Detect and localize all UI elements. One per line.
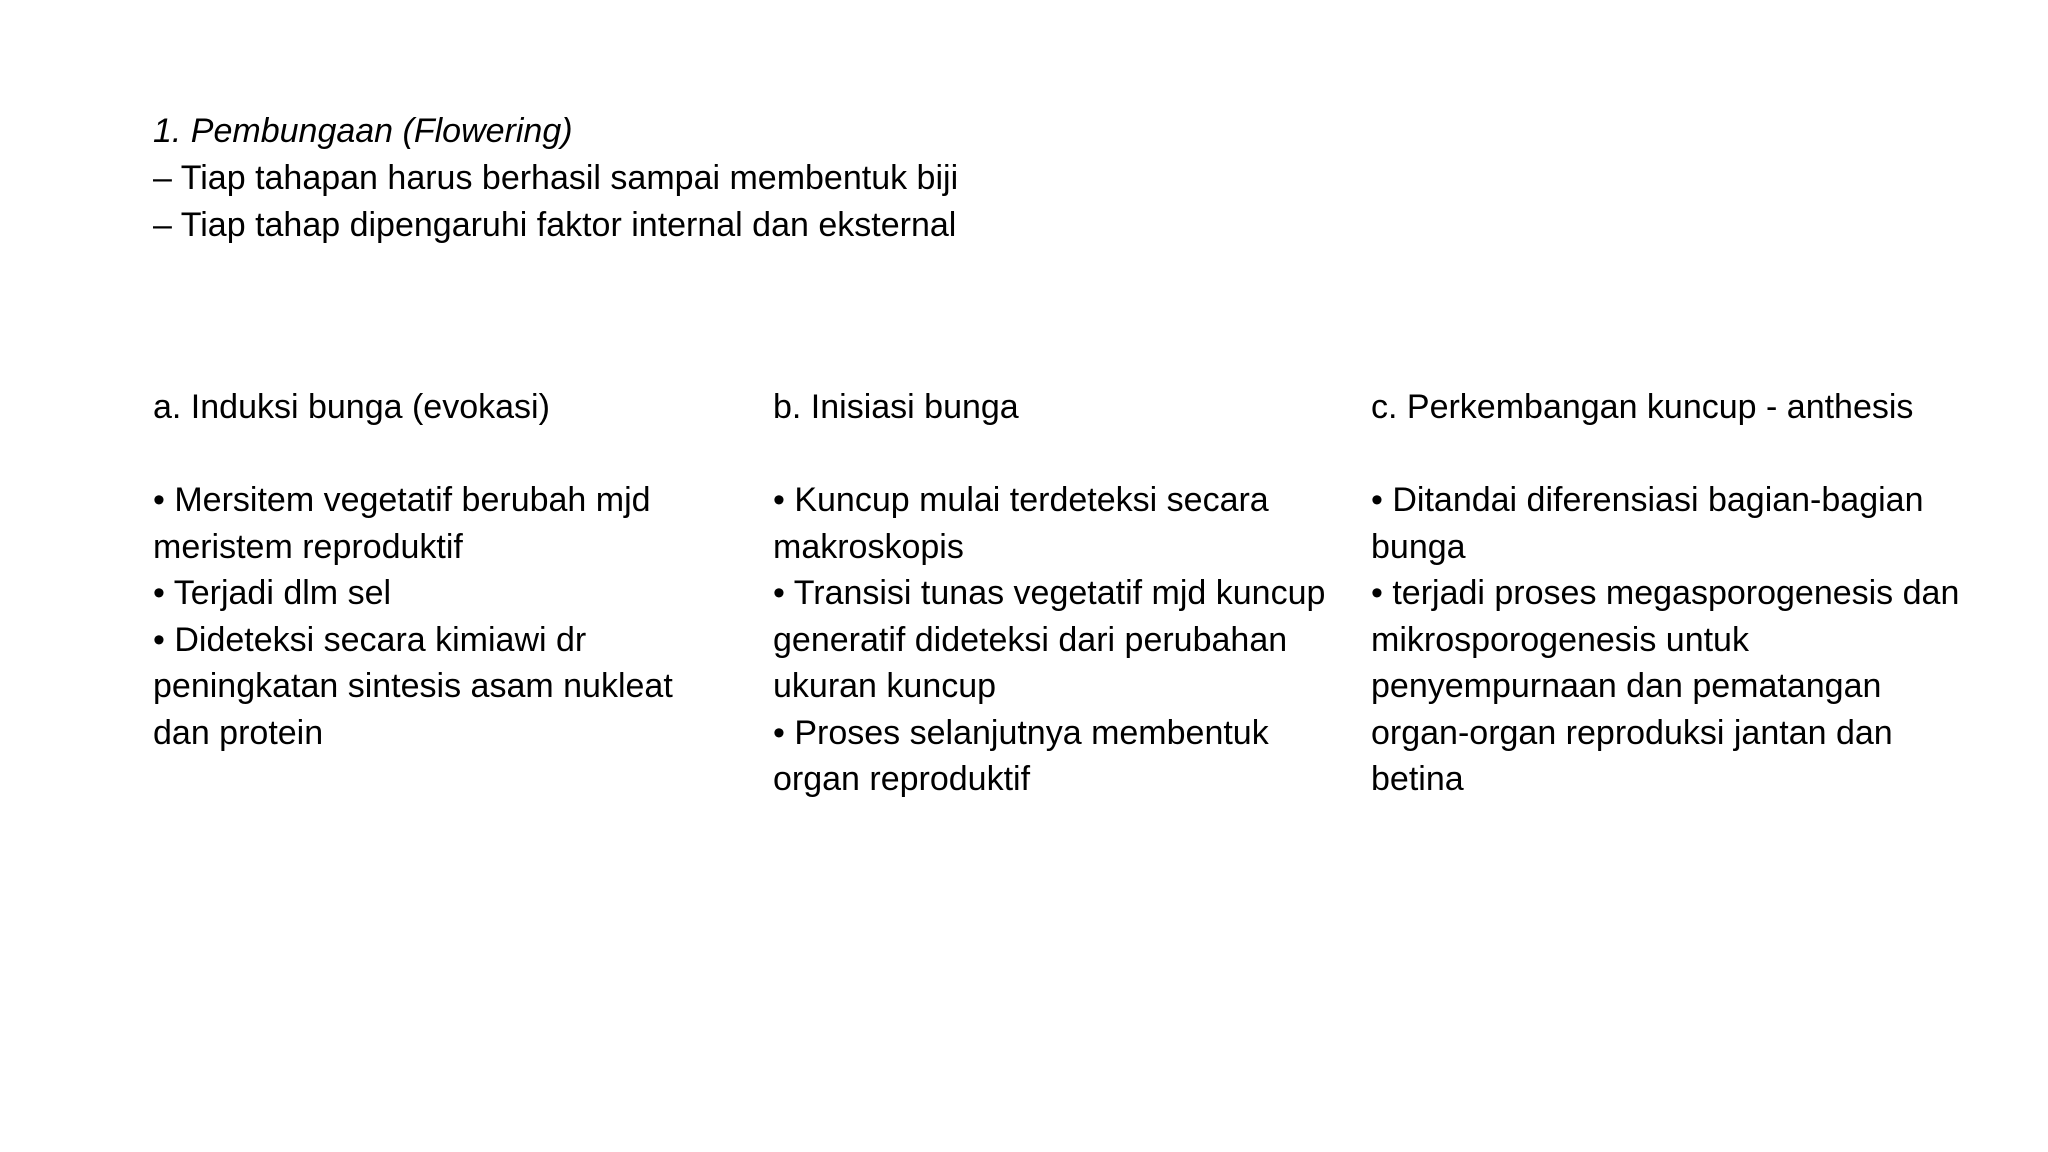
bullet-item: • Ditandai diferensiasi bagian-bagian bunga bbox=[1371, 481, 1924, 566]
bullet-item: • Terjadi dlm sel bbox=[153, 574, 392, 612]
bullet-item: • Kuncup mulai terdeteksi secara makroskopis bbox=[773, 481, 1269, 566]
bullet-item: • Mersitem vegetatif berubah mjd meristem reproduktif bbox=[153, 481, 651, 566]
slide-header bbox=[153, 108, 1553, 249]
column-induksi-bunga bbox=[153, 384, 713, 756]
column-heading: a. Induksi bunga (evokasi) bbox=[153, 388, 550, 426]
header-line-1: – Tiap tahapan harus berhasil sampai membentuk biji bbox=[153, 159, 959, 197]
header-line-2: – Tiap tahap dipengaruhi faktor internal dan eksternal bbox=[153, 206, 957, 244]
column-perkembangan-kuncup bbox=[1371, 384, 1971, 803]
bullet-item: • terjadi proses megasporogenesis dan mikrosporogenesis untuk penyempurnaan dan pematangan organ-organ reproduksi jantan dan betina bbox=[1371, 574, 1960, 798]
bullet-item: • Transisi tunas vegetatif mjd kuncup generatif dideteksi dari perubahan ukuran kuncup bbox=[773, 574, 1326, 705]
column-heading: b. Inisiasi bunga bbox=[773, 388, 1019, 426]
section-title: 1. Pembungaan (Flowering) bbox=[153, 112, 573, 150]
column-heading: c. Perkembangan kuncup - anthesis bbox=[1371, 388, 1914, 426]
bullet-item: • Proses selanjutnya membentuk organ reproduktif bbox=[773, 713, 1269, 798]
bullet-item: • Dideteksi secara kimiawi dr peningkatan sintesis asam nukleat dan protein bbox=[153, 620, 673, 752]
column-inisiasi-bunga bbox=[773, 384, 1343, 803]
